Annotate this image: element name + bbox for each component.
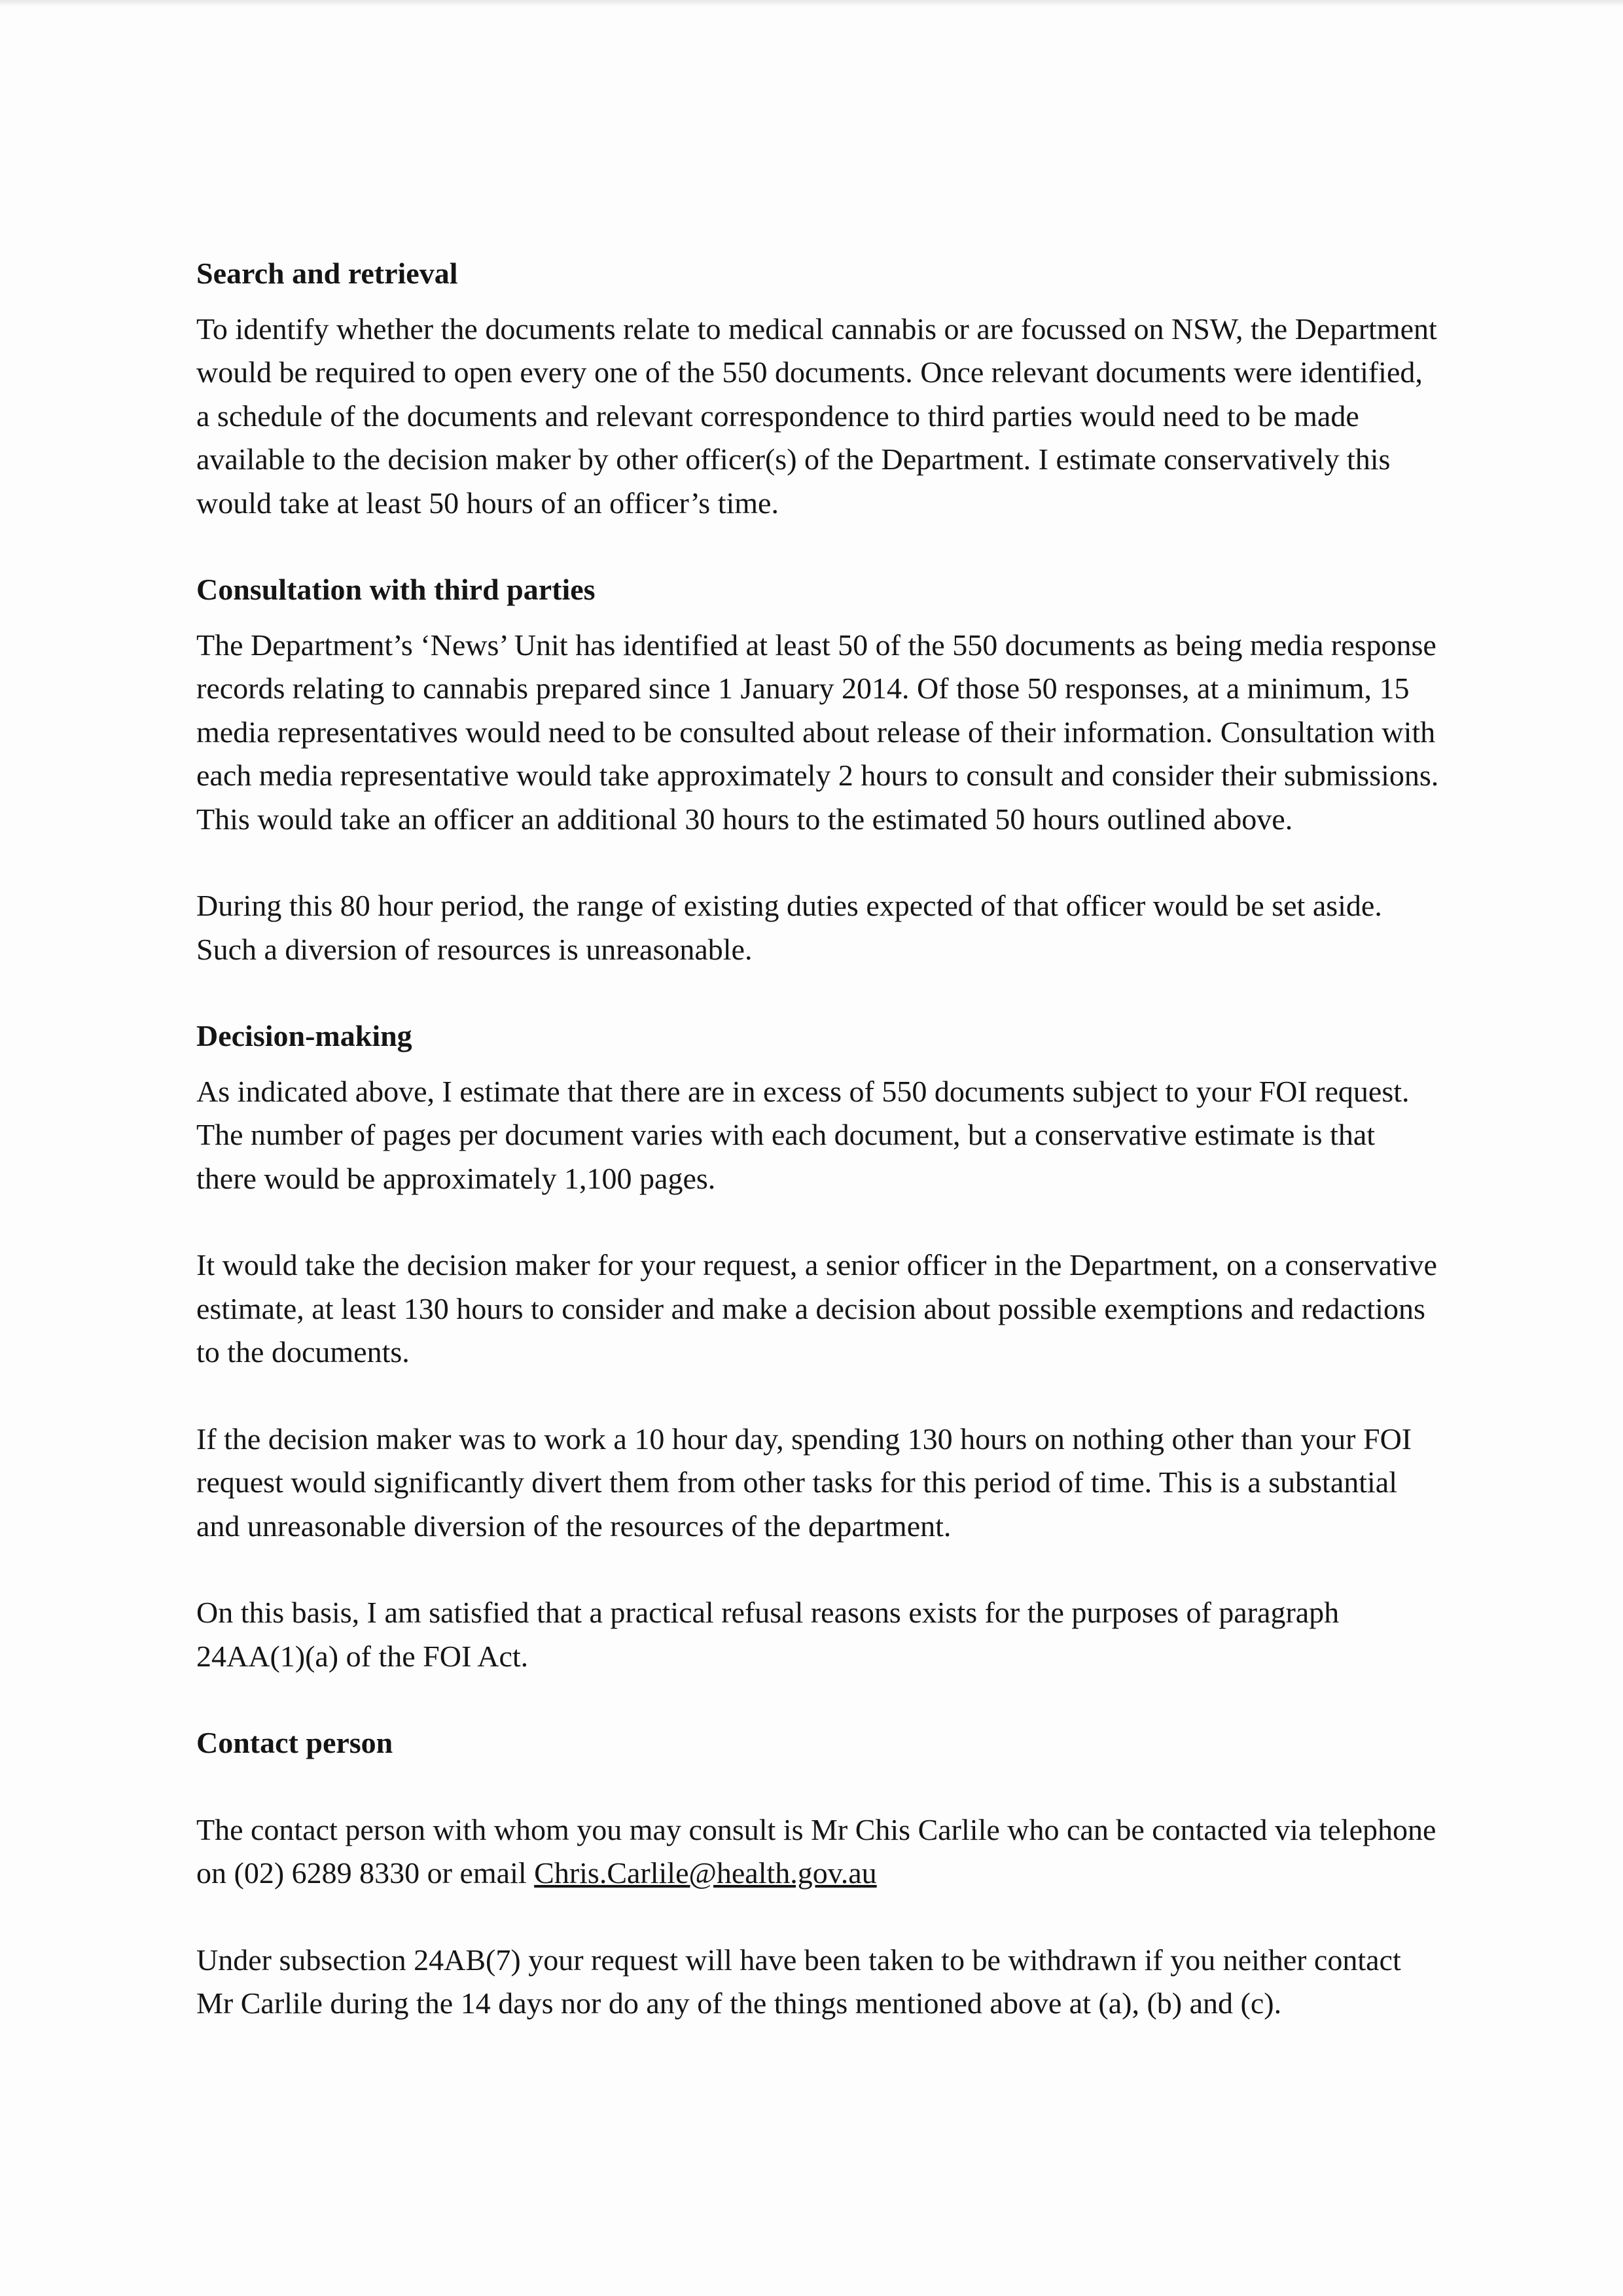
heading-decision-making: Decision-making [196, 1019, 412, 1052]
paragraph-decision-3: If the decision maker was to work a 10 hour day, spending 130 hours on nothing other than your FOI request would significantly divert them from other tasks for this period of time. This is a substantial and unreasonable diversion of the resources of the department. [196, 1422, 1412, 1543]
paragraph-search-1: To identify whether the documents relate to medical cannabis or are focussed on NSW, the Department would be required to open every one of the 550 documents. Once relevant documents were identified, a schedule of the documents and relevant correspondence to third parties would need to be made available to the decision maker by other officer(s) of the Department. I estimate conservatively this would take at least 50 hours of an officer’s time. [196, 312, 1437, 520]
paragraph-contact-1 [196, 1808, 1440, 1895]
paragraph-consultation-2: During this 80 hour period, the range of existing duties expected of that officer would be set aside. Such a diversion of resources is unreasonable. [196, 889, 1382, 966]
paragraph-consultation-1: The Department’s ‘News’ Unit has identified at least 50 of the 550 documents as being media response records relating to cannabis prepared since 1 January 2014. Of those 50 responses, at a minimum, 15 media representatives would need to be consulted about release of their information. Consultation with each media representative would take approximately 2 hours to consult and consider their submissions. This would take an officer an additional 30 hours to the estimated 50 hours outlined above. [196, 628, 1439, 836]
heading-search-and-retrieval: Search and retrieval [196, 257, 458, 290]
contact-text: The contact person with whom you may consult is Mr Chis Carlile who can be contacted via telephone on (02) 6289 8330 or email [196, 1812, 1436, 1890]
paragraph-decision-4: On this basis, I am satisfied that a practical refusal reasons exists for the purposes of paragraph 24AA(1)(a) of the FOI Act. [196, 1596, 1340, 1673]
paragraph-contact-2: Under subsection 24AB(7) your request will have been taken to be withdrawn if you neither contact Mr Carlile during the 14 days nor do any of the things mentioned above at (a), (b) and (c). [196, 1943, 1401, 2020]
scan-edge [0, 0, 1623, 7]
heading-consultation: Consultation with third parties [196, 573, 596, 606]
letter-body [196, 252, 1440, 2026]
heading-contact-person: Contact person [196, 1726, 393, 1759]
paragraph-decision-2: It would take the decision maker for your request, a senior officer in the Department, on a conservative estimate, at least 130 hours to consider and make a decision about possible exemptions and redactions to the documents. [196, 1248, 1437, 1369]
paragraph-decision-1: As indicated above, I estimate that there are in excess of 550 documents subject to your FOI request. The number of pages per document varies with each document, but a conservative estimate is that there would be approximately 1,100 pages. [196, 1074, 1410, 1195]
contact-email-link[interactable]: Chris.Carlile@health.gov.au [534, 1856, 877, 1890]
